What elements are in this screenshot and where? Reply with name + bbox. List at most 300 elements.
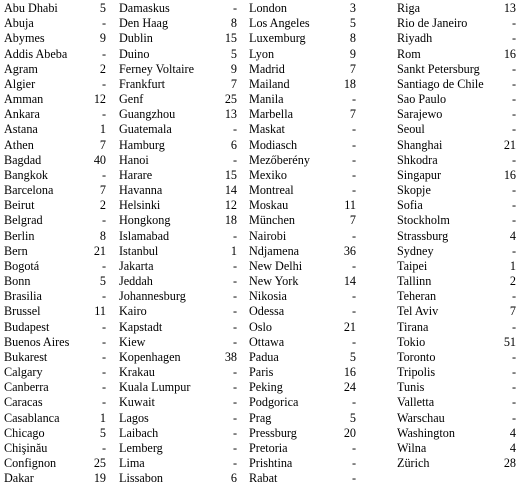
city-count: - [351,258,356,273]
city-count: - [232,410,237,425]
table-row [119,229,237,244]
city-name: Brussel [4,304,41,319]
city-count: - [101,319,106,334]
table-row [397,31,516,46]
table-row [397,213,516,228]
city-name: Tirana [397,319,429,334]
city-name: Bonn [4,274,31,289]
city-count: 11 [344,198,356,213]
table-row [119,1,237,16]
city-count: - [232,152,237,167]
city-count: 9 [349,46,356,61]
city-name: Warschau [397,410,445,425]
city-name: Algier [4,76,36,91]
city-count: - [511,76,516,91]
table-row [4,138,106,153]
city-count: 8 [230,16,237,31]
city-name: Sao Paulo [397,92,447,107]
city-name: Tunis [397,380,425,395]
city-name: Mailand [249,76,290,91]
table-row [119,47,237,62]
table-row [249,320,356,335]
city-name: Casablanca [4,410,60,425]
city-name: Strassburg [397,228,449,243]
city-name: Barcelona [4,183,54,198]
table-row [4,153,106,168]
city-name: Modiasch [249,137,298,152]
table-row [4,213,106,228]
table-row [249,411,356,426]
table-row [4,380,106,395]
city-count: 13 [224,107,237,122]
city-name: Harare [119,167,153,182]
city-name: Riyadh [397,31,433,46]
city-name: Frankfurt [119,76,166,91]
city-count: - [351,167,356,182]
table-row [119,244,237,259]
city-count: - [351,440,356,455]
city-count: 16 [503,46,516,61]
table-row [397,168,516,183]
city-count: 4 [509,425,516,440]
city-name: Amman [4,92,44,107]
table-row [119,153,237,168]
table-row [4,320,106,335]
city-name: Odessa [249,304,285,319]
table-row [397,138,516,153]
city-name: Montreal [249,183,294,198]
city-count: 25 [224,92,237,107]
table-row [249,365,356,380]
table-row [397,350,516,365]
city-count: - [232,365,237,380]
table-row [249,107,356,122]
city-count: - [351,122,356,137]
city-count: 1 [99,122,106,137]
city-count: 21 [93,243,106,258]
city-count: - [511,107,516,122]
city-name: Pretoria [249,440,288,455]
city-count: - [511,289,516,304]
table-row [397,198,516,213]
city-name: Tallinn [397,274,432,289]
city-count: - [351,228,356,243]
city-count: - [351,456,356,471]
table-row [119,62,237,77]
city-name: Hanoi [119,152,149,167]
city-count: - [101,16,106,31]
city-name: Hongkong [119,213,171,228]
table-row [397,229,516,244]
city-count: 12 [93,92,106,107]
table-row [119,304,237,319]
city-count: - [351,471,356,486]
city-name: Podgorica [249,395,299,410]
city-count: 19 [93,471,106,486]
city-name: Teheran [397,289,437,304]
city-name: Los Angeles [249,16,310,31]
city-count: 11 [94,304,106,319]
table-row [249,244,356,259]
city-count: - [101,289,106,304]
table-row [119,320,237,335]
city-name: Kiew [119,334,146,349]
city-name: Guangzhou [119,107,176,122]
city-name: Lima [119,456,145,471]
table-row [4,107,106,122]
table-row [119,471,237,486]
table-row [397,183,516,198]
table-row [397,274,516,289]
table-row [4,77,106,92]
table-row [4,350,106,365]
city-count: - [101,365,106,380]
city-name: Mezőberény [249,152,310,167]
table-row [119,122,237,137]
city-count: - [232,334,237,349]
table-row [119,168,237,183]
city-name: Prishtina [249,456,293,471]
city-name: Den Haag [119,16,169,31]
city-count: - [511,61,516,76]
city-name: Sarajewo [397,107,443,122]
table-row [249,92,356,107]
city-name: Krakau [119,365,155,380]
city-count: - [101,380,106,395]
city-name: Santiago de Chile [397,76,484,91]
city-name: Taipei [397,258,428,273]
city-name: Manila [249,92,284,107]
city-count: 28 [503,456,516,471]
table-row [4,395,106,410]
city-name: Beirut [4,198,35,213]
table-row [119,426,237,441]
table-row [397,92,516,107]
city-name: München [249,213,296,228]
city-name: Chicago [4,425,45,440]
city-count: - [511,380,516,395]
city-name: Lissabon [119,471,164,486]
city-count: 1 [230,243,237,258]
city-count: 5 [99,425,106,440]
city-name: Ankara [4,107,40,122]
city-name: Peking [249,380,283,395]
table-row [119,335,237,350]
city-name: Nikosia [249,289,287,304]
city-name: Ferney Voltaire [119,61,195,76]
table-row [397,411,516,426]
table-row [4,289,106,304]
city-count: 1 [509,258,516,273]
city-count: 5 [99,274,106,289]
city-count: 14 [343,274,356,289]
table-row [119,350,237,365]
city-name: Buenos Aires [4,334,70,349]
city-count: 38 [224,349,237,364]
city-count: - [511,349,516,364]
city-name: Belgrad [4,213,43,228]
city-name: Tokio [397,334,426,349]
city-name: London [249,1,287,15]
city-count: 14 [224,183,237,198]
city-name: Bogotá [4,258,40,273]
city-count: 7 [230,76,237,91]
table-row [119,31,237,46]
city-count: - [351,137,356,152]
city-name: Lemberg [119,440,163,455]
table-row [249,426,356,441]
table-row [119,365,237,380]
table-row [249,471,356,486]
city-count: - [232,289,237,304]
table-row [119,16,237,31]
table-row [397,380,516,395]
table-row [397,47,516,62]
city-count: 2 [509,274,516,289]
city-name: Bagdad [4,152,42,167]
table-row [397,122,516,137]
city-count: 24 [343,380,356,395]
table-row [249,47,356,62]
city-count: 51 [503,334,516,349]
city-name: Athen [4,137,34,152]
table-row [397,365,516,380]
city-count: 5 [99,1,106,15]
table-row [249,183,356,198]
table-row [4,16,106,31]
city-count: - [232,380,237,395]
city-count: - [101,334,106,349]
table-row [397,107,516,122]
city-count: 4 [509,440,516,455]
city-name: Wilna [397,440,427,455]
table-row [397,153,516,168]
table-row [119,259,237,274]
table-row [397,16,516,31]
city-count: - [101,395,106,410]
city-count: - [232,228,237,243]
table-row [4,62,106,77]
city-name: Rio de Janeiro [397,16,468,31]
city-name: Budapest [4,319,50,334]
table-row [4,183,106,198]
city-name: Zürich [397,456,430,471]
city-count: - [511,410,516,425]
table-row [249,274,356,289]
table-row [119,213,237,228]
city-name: Riga [397,1,421,15]
city-count: 1 [99,410,106,425]
city-name: Helsinki [119,198,161,213]
city-name: Singapur [397,167,442,182]
city-name: Jeddah [119,274,153,289]
city-name: Bukarest [4,349,48,364]
city-count: 7 [349,213,356,228]
city-name: Mexiko [249,167,287,182]
city-name: Lagos [119,410,149,425]
city-count: - [351,92,356,107]
city-name: Istanbul [119,243,159,258]
city-count: - [511,243,516,258]
city-count: 8 [349,31,356,46]
city-name: Pressburg [249,425,297,440]
city-name: Addis Abeba [4,46,68,61]
city-count: - [101,107,106,122]
city-count: - [511,152,516,167]
city-name: Nairobi [249,228,287,243]
city-name: Dakar [4,471,34,486]
city-name: Tel Aviv [397,304,439,319]
city-name: Agram [4,61,38,76]
table-row [4,274,106,289]
city-count: 2 [99,61,106,76]
city-count: - [101,46,106,61]
city-count: 15 [224,167,237,182]
table-row [4,456,106,471]
city-name: Ndjamena [249,243,300,258]
city-name: Guatemala [119,122,172,137]
city-name: Ottawa [249,334,285,349]
table-row [397,77,516,92]
city-count: - [101,76,106,91]
table-row [397,395,516,410]
city-count: 2 [99,198,106,213]
table-row [397,426,516,441]
city-name: Kuwait [119,395,155,410]
city-name: Sofia [397,198,423,213]
table-row [249,31,356,46]
table-row [4,168,106,183]
city-count: 7 [509,304,516,319]
city-name: Islamabad [119,228,170,243]
city-count: 5 [349,16,356,31]
city-count: 5 [349,410,356,425]
city-count: - [232,304,237,319]
city-count: - [511,92,516,107]
city-count: - [101,258,106,273]
city-name: Paris [249,365,274,380]
table-row [4,365,106,380]
city-column-2 [119,1,237,487]
city-count: 4 [509,228,516,243]
city-count: 20 [343,425,356,440]
table-row [249,259,356,274]
city-name: Madrid [249,61,285,76]
table-row [249,122,356,137]
city-column-4 [397,1,516,471]
city-name: Abu Dhabi [4,1,58,15]
city-name: Padua [249,349,279,364]
city-name: Seoul [397,122,425,137]
table-row [119,289,237,304]
city-count: - [232,425,237,440]
city-name: Genf [119,92,144,107]
table-row [249,289,356,304]
city-name: New Delhi [249,258,303,273]
table-row [4,426,106,441]
table-row [249,213,356,228]
city-name: Stockholm [397,213,450,228]
city-name: Canberra [4,380,49,395]
city-count: - [232,1,237,15]
city-count: - [351,183,356,198]
table-row [397,289,516,304]
table-row [249,198,356,213]
city-count: - [351,395,356,410]
city-name: Jakarta [119,258,154,273]
table-row [4,244,106,259]
table-row [249,16,356,31]
city-name: Confignon [4,456,57,471]
table-row [249,1,356,16]
city-name: Abymes [4,31,45,46]
city-count: - [232,274,237,289]
city-name: Damaskus [119,1,170,15]
city-count: 36 [343,243,356,258]
city-count: - [232,319,237,334]
city-count: 7 [99,137,106,152]
city-count: - [351,152,356,167]
city-name: New York [249,274,299,289]
city-count: - [511,213,516,228]
city-name: Kuala Lumpur [119,380,191,395]
city-count: 6 [230,137,237,152]
city-count: 3 [349,1,356,15]
table-row [4,229,106,244]
table-row [4,122,106,137]
table-row [4,47,106,62]
city-name: Brasilia [4,289,42,304]
table-row [119,138,237,153]
city-count: 25 [93,456,106,471]
city-count: - [351,334,356,349]
table-row [4,471,106,486]
city-name: Caracas [4,395,43,410]
table-row [397,244,516,259]
city-count: 7 [349,61,356,76]
city-count: - [232,258,237,273]
city-count: 16 [503,167,516,182]
city-column-1 [4,1,106,487]
city-count: 9 [99,31,106,46]
table-row [249,304,356,319]
city-count: 18 [343,76,356,91]
city-count: 13 [503,1,516,15]
city-count: - [511,122,516,137]
city-name: Calgary [4,365,43,380]
city-count: 7 [349,107,356,122]
city-count: - [351,289,356,304]
table-row [249,395,356,410]
city-name: Skopje [397,183,431,198]
city-name: Kopenhagen [119,349,181,364]
city-name: Moskau [249,198,289,213]
city-name: Havanna [119,183,163,198]
city-name: Luxemburg [249,31,306,46]
table-row [4,335,106,350]
city-count: - [511,183,516,198]
city-name: Sydney [397,243,434,258]
city-count: 5 [230,46,237,61]
city-count: - [511,31,516,46]
table-row [397,304,516,319]
city-count: - [101,213,106,228]
city-name: Oslo [249,319,273,334]
city-name: Washington [397,425,455,440]
city-name: Dublin [119,31,153,46]
city-name: Marbella [249,107,293,122]
city-name: Astana [4,122,38,137]
